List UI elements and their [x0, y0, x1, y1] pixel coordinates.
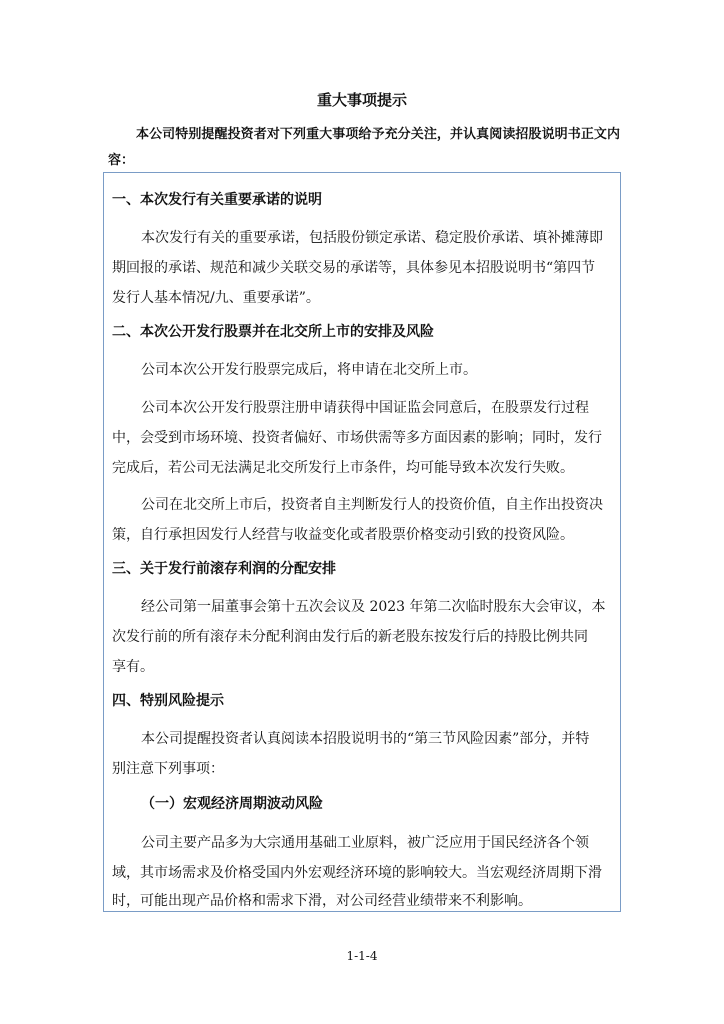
- section-heading-profit-distribution: 三、关于发行前滚存利润的分配安排: [112, 561, 336, 577]
- paragraph-line: 经公司第一届董事会第十五次会议及 2023 年第二次临时股东大会审议，本: [141, 599, 606, 615]
- paragraph-line: 域，其市场需求及价格受国内外宏观经济环境的影响较大。当宏观经济周期下滑: [112, 865, 602, 881]
- paragraph-line: 公司主要产品多为大宗通用基础工业原料，被广泛应用于国民经济各个领: [141, 835, 589, 851]
- paragraph-line: 享有。: [112, 659, 154, 675]
- section-heading-listing-risk: 二、本次公开发行股票并在北交所上市的安排及风险: [112, 324, 434, 340]
- paragraph-line: 别注意下列事项：: [112, 761, 224, 777]
- important-notice: 本公司特别提醒投资者对下列重大事项给予充分关注，并认真阅读招股说明书正文内容：: [108, 127, 620, 168]
- paragraph-line: 时，可能出现产品价格和需求下滑，对公司经营业绩带来不利影响。: [112, 893, 532, 909]
- paragraph-line: 中，会受到市场环境、投资者偏好、市场供需等多方面因素的影响；同时，发行: [112, 430, 602, 446]
- paragraph-line: 本公司提醒投资者认真阅读本招股说明书的“第三节风险因素”部分，并特: [141, 731, 590, 747]
- page-title: 重大事项提示: [316, 91, 407, 109]
- paragraph-line: 公司在北交所上市后，投资者自主判断发行人的投资价值，自主作出投资决: [141, 497, 603, 513]
- paragraph-line: 发行人基本情况/九、重要承诺”。: [112, 290, 320, 306]
- paragraph-line: 期回报的承诺、规范和减少关联交易的承诺等，具体参见本招股说明书“第四节: [112, 260, 596, 276]
- paragraph-line: 公司本次公开发行股票注册申请获得中国证监会同意后，在股票发行过程: [141, 400, 589, 416]
- content-box: [103, 172, 621, 912]
- section-heading-special-risk: 四、特别风险提示: [112, 693, 224, 709]
- subsection-heading-macro-risk: （一）宏观经济周期波动风险: [141, 796, 323, 812]
- paragraph-line: 完成后，若公司无法满足北交所发行上市条件，均可能导致本次发行失败。: [112, 460, 574, 476]
- paragraph-line: 策，自行承担因发行人经营与收益变化或者股票价格变动引致的投资风险。: [112, 527, 574, 543]
- paragraph-line: 公司本次公开发行股票完成后，将申请在北交所上市。: [141, 362, 477, 378]
- section-heading-commitments: 一、本次发行有关重要承诺的说明: [112, 192, 322, 208]
- paragraph-line: 次发行前的所有滚存未分配利润由发行后的新老股东按发行后的持股比例共同: [112, 629, 588, 645]
- page-number: 1-1-4: [346, 949, 378, 963]
- paragraph-line: 本次发行有关的重要承诺，包括股份锁定承诺、稳定股价承诺、填补摊薄即: [141, 230, 603, 246]
